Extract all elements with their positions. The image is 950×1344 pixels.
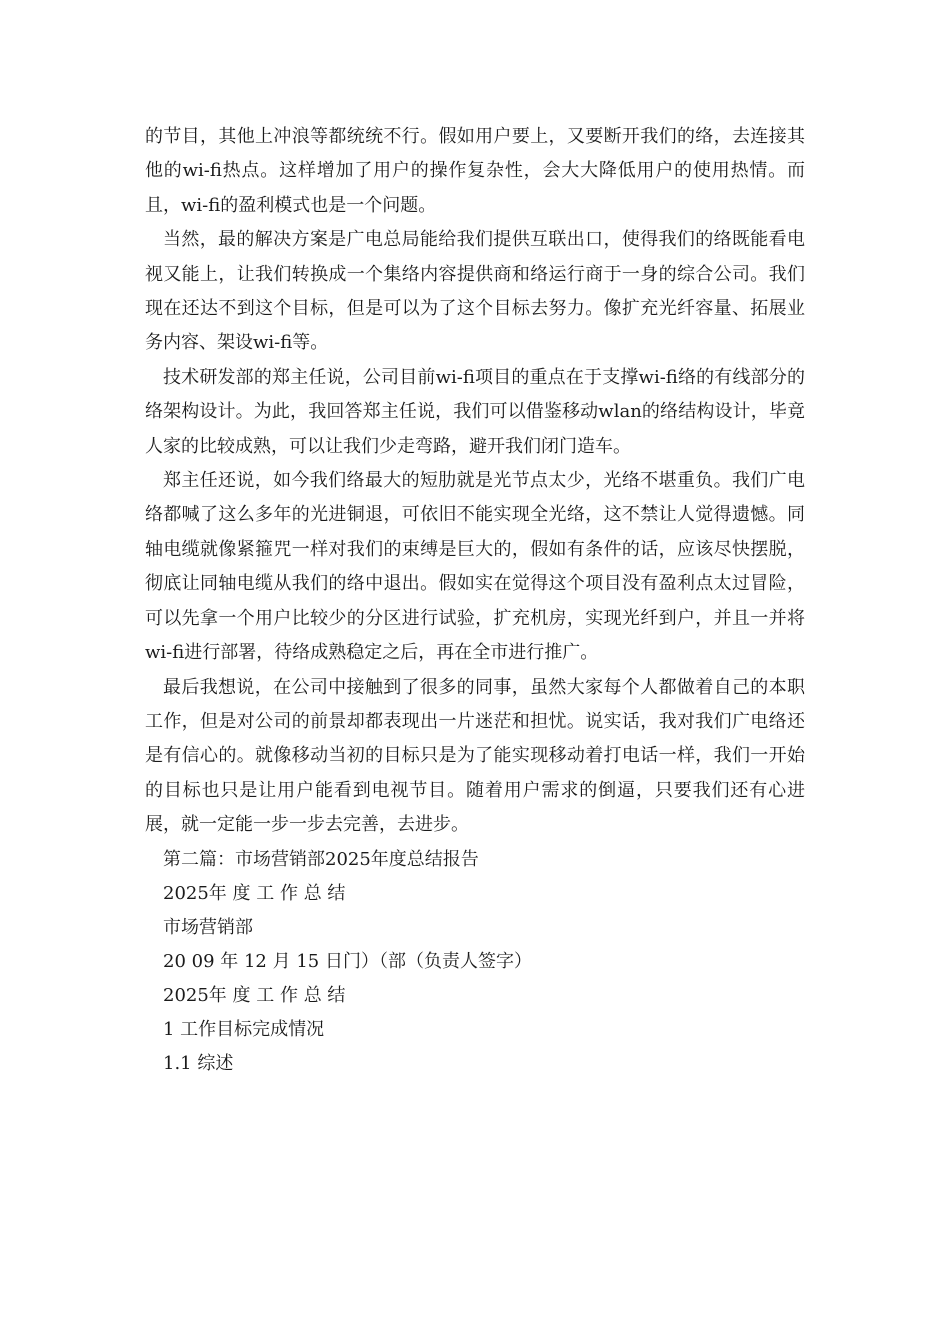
date-signature-line: 20 09 年 12 月 15 日门）（部（负责人签字） xyxy=(163,950,532,972)
paragraph-4: 郑主任还说，如今我们络最大的短肋就是光节点太少，光络不堪重负。我们广电络都喊了这么多年的光进铜退，可依旧不能实现全光络，这不禁让人觉得遗憾。同轴电缆就像紧箍咒一样对我们的束缚是巨大的，假如有条件的话，应该尽快摆脱，彻底让同轴电缆从我们的络中退出。假如实在觉得这个项目没有盈利点太过冒险，可以先拿一个用户比较少的分区进行试验，扩充机房，实现光纤到户，并且一并将wi-fi进行部署，待络成熟稳定之后，再在全市进行推广。 xyxy=(145,470,805,664)
report-title: 2025年 度 工 作 总 结 xyxy=(163,882,346,904)
document-body xyxy=(145,120,805,1081)
section-title: 第二篇：市场营销部2025年度总结报告 xyxy=(163,848,479,870)
heading-work-goals: 1 工作目标完成情况 xyxy=(163,1018,325,1040)
paragraph-2: 当然，最的解决方案是广电总局能给我们提供互联出口，使得我们的络既能看电视又能上，让我们转换成一个集络内容提供商和络运行商于一身的综合公司。我们现在还达不到这个目标，但是可以为了这个目标去努力。像扩充光纤容量、拓展业务内容、架设wi-fi等。 xyxy=(145,229,805,354)
heading-overview: 1.1 综述 xyxy=(163,1052,234,1074)
report-title-repeat: 2025年 度 工 作 总 结 xyxy=(163,984,346,1006)
paragraph-3: 技术研发部的郑主任说，公司目前wi-fi项目的重点在于支撑wi-fi络的有线部分的络架构设计。为此，我回答郑主任说，我们可以借鉴移动wlan的络结构设计，毕竟人家的比较成熟，可以让我们少走弯路，避开我们闭门造车。 xyxy=(145,366,805,457)
paragraph-5: 最后我想说，在公司中接触到了很多的同事，虽然大家每个人都做着自己的本职工作，但是对公司的前景却都表现出一片迷茫和担忧。说实话，我对我们广电络还是有信心的。就像移动当初的目标只是为了能实现移动着打电话一样，我们一开始的目标也只是让用户能看到电视节目。随着用户需求的倒逼，只要我们还有心进展，就一定能一步一步去完善，去进步。 xyxy=(145,676,805,836)
paragraph-1: 的节目，其他上冲浪等都统统不行。假如用户要上，又要断开我们的络，去连接其他的wi-fi热点。这样增加了用户的操作复杂性，会大大降低用户的使用热情。而且，wi-fi的盈利模式也是一个问题。 xyxy=(145,126,805,216)
department-name: 市场营销部 xyxy=(163,916,253,938)
